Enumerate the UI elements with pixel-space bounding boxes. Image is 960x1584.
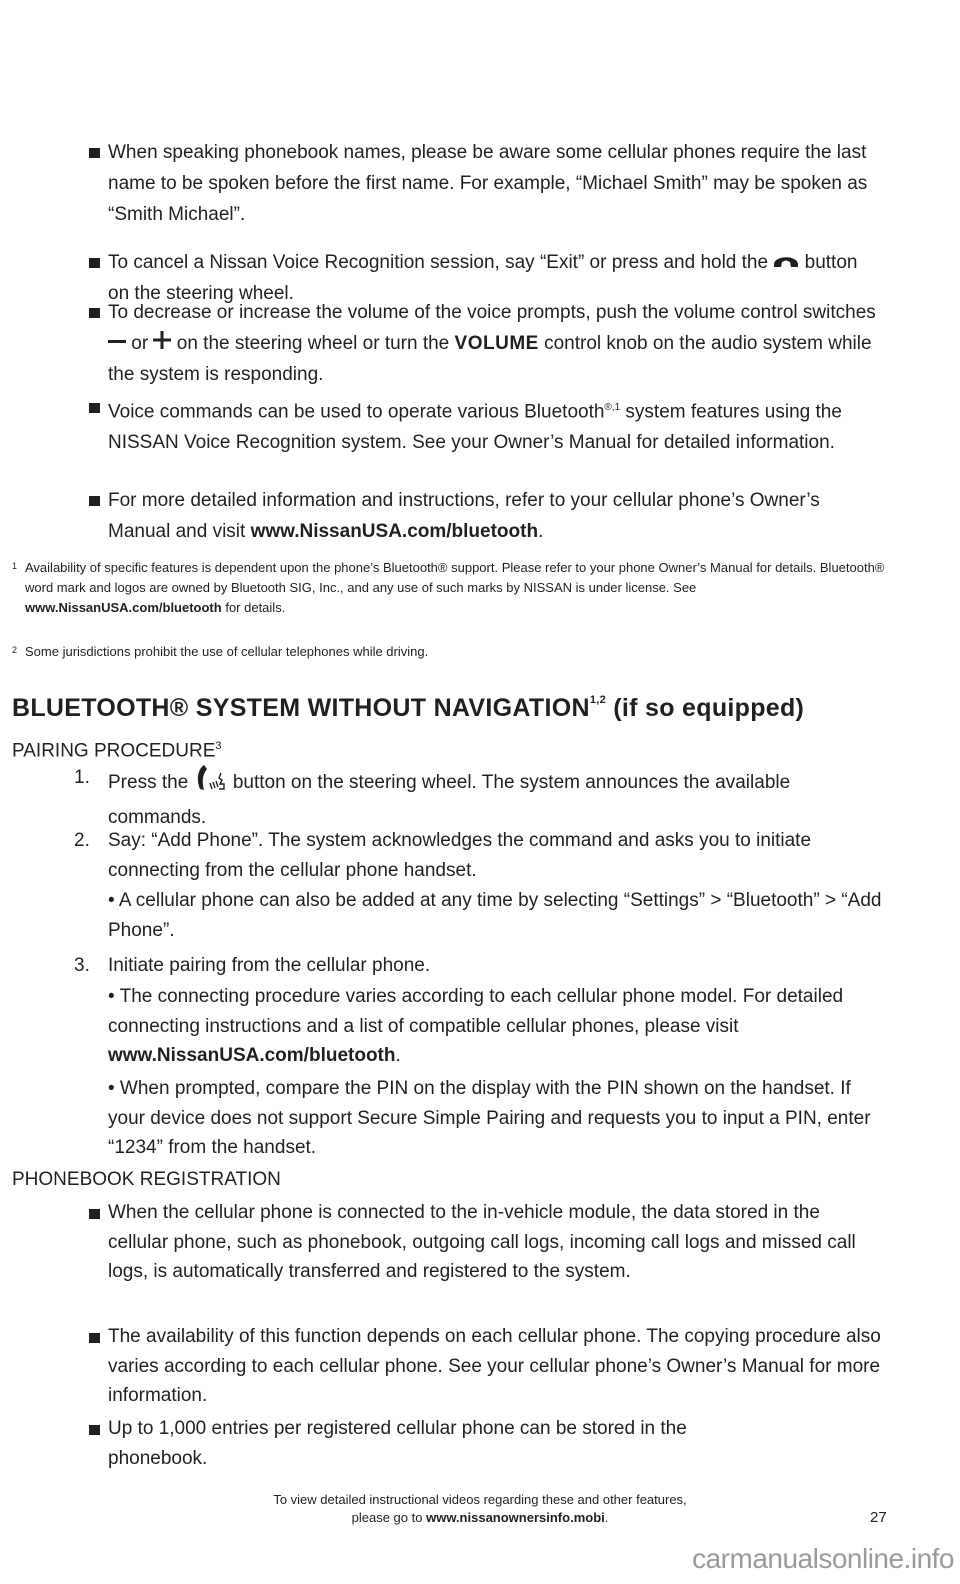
footnote-1	[12, 558, 895, 618]
bullet-text: or	[131, 333, 149, 354]
footer-line	[0, 1509, 960, 1527]
bullet-square	[89, 403, 100, 413]
footnote-mark: 2	[12, 645, 18, 655]
step-number: 2.	[74, 830, 90, 851]
phonebook-bullet-1	[108, 1198, 883, 1287]
volume-label: VOLUME	[454, 333, 539, 354]
footer-note	[0, 1491, 960, 1527]
bullet-text: system features using the NISSAN Voice Recognition system. See your Owner’s Manual for detailed information.	[108, 401, 842, 454]
punctuation: .	[604, 1510, 609, 1525]
step-text: button on the steering wheel. The system announces the available commands.	[108, 771, 791, 828]
bluetooth-link[interactable]: www.NissanUSA.com/bluetooth	[108, 1045, 396, 1066]
step-2	[74, 826, 883, 885]
footnote-mark: 1	[12, 561, 18, 571]
talk-phone-icon	[194, 763, 228, 803]
bullet-square	[89, 148, 100, 158]
minus-icon	[108, 328, 126, 359]
step-text: Say: “Add Phone”. The system acknowledges the command and asks you to initiate connecting from the cellular phone handset.	[108, 830, 812, 881]
bullet-square	[89, 496, 100, 506]
superscript: 3	[215, 740, 222, 752]
bullet-volume	[108, 297, 883, 390]
page-number: 27	[870, 1509, 887, 1526]
bluetooth-link[interactable]: www.NissanUSA.com/bluetooth	[250, 521, 539, 542]
step-number: 1.	[74, 767, 90, 788]
bullet-text: To cancel a Nissan Voice Recognition session, say “Exit” or press and hold the	[108, 252, 769, 273]
subheading-text: PAIRING PROCEDURE	[12, 740, 216, 762]
superscript: ®,1	[604, 402, 621, 413]
bullet-square	[89, 1209, 100, 1219]
heading-sup: 1,2	[589, 694, 607, 706]
step-3-sub-2	[108, 1074, 883, 1163]
pairing-title	[12, 731, 222, 766]
plus-icon	[153, 328, 171, 359]
step-number: 3.	[74, 955, 90, 976]
step-subitem: • The connecting procedure varies according to each cellular phone model. For detailed connecting instructions and a list of compatible cellular phones, please visit	[108, 986, 844, 1037]
footnote-2	[12, 642, 895, 662]
bullet-square	[89, 258, 100, 268]
watermark: carmanualsonline.info	[692, 1543, 954, 1574]
bullet-text: control knob on the audio system while the system is responding.	[108, 333, 872, 386]
bullet-voice-commands	[108, 392, 883, 458]
bullet-square	[89, 1333, 100, 1343]
step-3-sub-1	[108, 982, 883, 1071]
owners-info-link[interactable]: www.nissanownersinfo.mobi	[426, 1510, 605, 1525]
punctuation: .	[538, 521, 544, 542]
section-heading	[12, 694, 804, 723]
footnote-text: for details.	[225, 600, 286, 615]
phone-hangup-icon	[773, 247, 799, 278]
bullet-text: Voice commands can be used to operate various Bluetooth	[108, 401, 605, 423]
step-subitem: • A cellular phone can also be added at any time by selecting “Settings” > “Bluetooth” > “Add Phone”.	[108, 890, 882, 941]
phonebook-bullet-2	[108, 1322, 883, 1411]
footer-line: To view detailed instructional videos regarding these and other features,	[273, 1492, 687, 1507]
step-3	[74, 951, 883, 981]
bullet-text: When the cellular phone is connected to the in-vehicle module, the data stored in the cellular phone, such as phonebook, outgoing call logs, incoming call logs and missed call logs, is automatically transferred and registered to the system.	[108, 1202, 856, 1282]
bullet-square	[89, 308, 100, 318]
step-text: Press the	[108, 771, 189, 793]
phonebook-bullet-3	[108, 1414, 708, 1473]
phonebook-title: PHONEBOOK REGISTRATION	[12, 1169, 281, 1190]
bullet-text: For more detailed information and instructions, refer to your cellular phone’s Owner’s Manual and visit	[108, 490, 820, 542]
bullet-text: When speaking phonebook names, please be aware some cellular phones require the last name to be spoken before the first name. For example, “Michael Smith” may be spoken as “Smith Michael”.	[108, 142, 868, 225]
footnote-text: Some jurisdictions prohibit the use of cellular telephones while driving.	[25, 644, 429, 659]
bullet-text: The availability of this function depends on each cellular phone. The copying procedure also varies according to each cellular phone. See your cellular phone’s Owner’s Manual for more information.	[108, 1326, 881, 1406]
bullet-phonebook-names	[108, 137, 883, 230]
bullet-text: To decrease or increase the volume of the voice prompts, push the volume control switches	[108, 302, 876, 323]
step-1	[74, 763, 883, 832]
bullet-more-info	[108, 485, 883, 547]
step-2-sub	[108, 886, 883, 945]
punctuation: .	[395, 1045, 401, 1066]
bullet-text: button on the steering wheel.	[108, 252, 858, 305]
step-text: Initiate pairing from the cellular phone.	[108, 955, 431, 976]
bullet-text: on the steering wheel or turn the	[176, 333, 450, 354]
footer-text: please go to	[351, 1510, 423, 1525]
step-subitem: • When prompted, compare the PIN on the display with the PIN shown on the handset. If your device does not support Secure Simple Pairing and requests you to input a PIN, enter “1234” from the handset.	[108, 1078, 871, 1158]
heading-tail: (if so equipped)	[613, 694, 805, 722]
bullet-text: Up to 1,000 entries per registered cellular phone can be stored in the phonebook.	[108, 1418, 687, 1469]
footnote-text: Availability of specific features is dependent upon the phone’s Bluetooth® support. Please refer to your phone Owner’s Manual for details. Bluetooth® word mark and logos are owned by Bluetooth SIG, Inc., and any use of such marks by NISSAN is under license. See	[25, 560, 885, 595]
bullet-square	[89, 1425, 100, 1435]
bluetooth-link[interactable]: www.NissanUSA.com/bluetooth	[25, 600, 222, 615]
heading-main: BLUETOOTH® SYSTEM WITHOUT NAVIGATION	[12, 694, 590, 722]
